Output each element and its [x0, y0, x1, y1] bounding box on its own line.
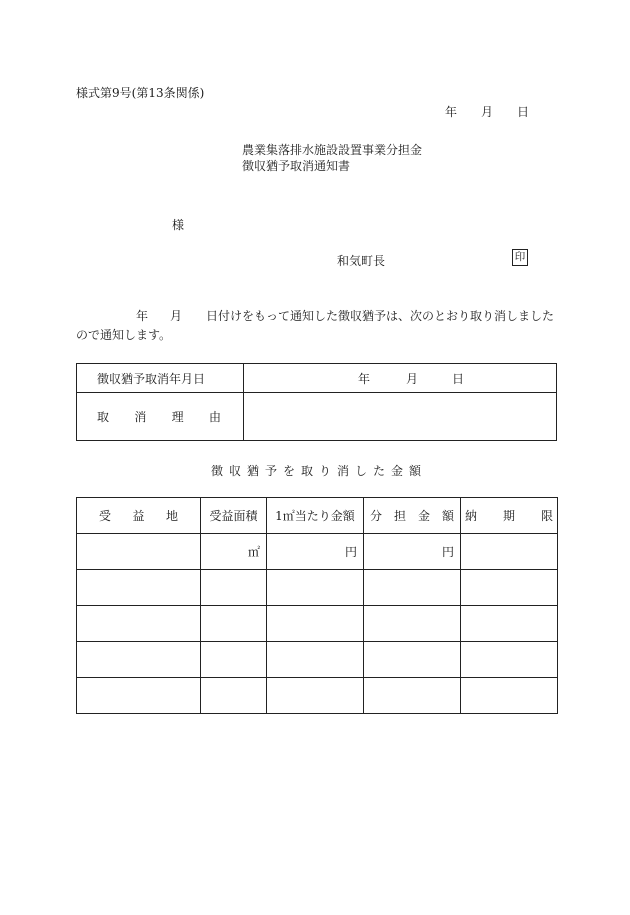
cell-deadline[interactable]	[461, 570, 558, 606]
cell-land[interactable]	[77, 606, 201, 642]
cell-burden[interactable]	[364, 606, 461, 642]
cancel-date-value[interactable]	[244, 364, 557, 393]
header-burden: 分 担 金 額	[364, 498, 461, 534]
cell-area[interactable]	[201, 570, 267, 606]
month-label: 月	[406, 371, 419, 386]
reason-value[interactable]	[244, 393, 557, 441]
cell-per-unit[interactable]	[267, 606, 364, 642]
header-land: 受 益 地	[77, 498, 201, 534]
amount-header-row	[77, 498, 558, 534]
day-label: 日	[517, 105, 530, 119]
reason-row	[77, 393, 557, 441]
header-per-unit: 1㎡当たり金額	[267, 498, 364, 534]
cell-area-unit[interactable]: ㎡	[201, 534, 267, 570]
header-area: 受益面積	[201, 498, 267, 534]
year-label: 年	[445, 105, 458, 119]
amount-table	[76, 497, 558, 714]
cell-deadline[interactable]	[461, 642, 558, 678]
reason-char-3: 理	[171, 410, 184, 424]
cell-land[interactable]	[77, 570, 201, 606]
year-label: 年	[358, 371, 371, 386]
cell-land[interactable]	[77, 642, 201, 678]
form-number: 様式第9号(第13条関係)	[76, 86, 205, 100]
table-row	[77, 642, 558, 678]
table-row	[77, 678, 558, 714]
body-month: 月	[170, 309, 183, 323]
cell-burden[interactable]	[364, 678, 461, 714]
amount-caption: 徴収猶予を取り消した金額	[211, 464, 428, 478]
cancel-date-label: 徴収猶予取消年月日	[77, 364, 244, 393]
table-row	[77, 606, 558, 642]
reason-char-2: 消	[134, 410, 147, 424]
body-rest: 日付けをもって通知した徴収猶予は、次のとおり取り消しました	[206, 309, 555, 323]
cell-burden[interactable]	[364, 642, 461, 678]
reason-char-4: 由	[208, 410, 221, 424]
cell-burden[interactable]	[364, 570, 461, 606]
header-deadline: 納 期 限	[461, 498, 558, 534]
cancel-date-row	[77, 364, 557, 393]
issue-date	[445, 103, 529, 120]
cell-deadline[interactable]	[461, 678, 558, 714]
body-year: 年	[136, 309, 149, 323]
cell-per-unit-unit[interactable]: 円	[267, 534, 364, 570]
title-line-1: 農業集落排水施設設置事業分担金	[242, 143, 423, 157]
reason-char-1: 取	[97, 410, 110, 424]
cell-area[interactable]	[201, 642, 267, 678]
cell-area[interactable]	[201, 606, 267, 642]
title-line-2: 徴収猶予取消通知書	[242, 159, 351, 173]
table-row	[77, 570, 558, 606]
cell-per-unit[interactable]	[267, 678, 364, 714]
reason-label	[77, 393, 244, 441]
day-label: 日	[452, 371, 465, 386]
info-table	[76, 363, 557, 441]
addressee-honorific: 様	[172, 218, 185, 232]
body-text-line-2: ので通知します。	[76, 328, 172, 342]
cell-deadline[interactable]	[461, 606, 558, 642]
cell-land[interactable]	[77, 534, 201, 570]
table-row	[77, 534, 558, 570]
issuer-name: 和気町長	[337, 254, 386, 268]
cell-per-unit[interactable]	[267, 570, 364, 606]
cell-land[interactable]	[77, 678, 201, 714]
cell-area[interactable]	[201, 678, 267, 714]
cell-per-unit[interactable]	[267, 642, 364, 678]
seal-mark: 印	[512, 249, 528, 266]
cell-burden-unit[interactable]: 円	[364, 534, 461, 570]
month-label: 月	[481, 105, 494, 119]
cell-deadline[interactable]	[461, 534, 558, 570]
body-text-line-1	[136, 307, 554, 324]
